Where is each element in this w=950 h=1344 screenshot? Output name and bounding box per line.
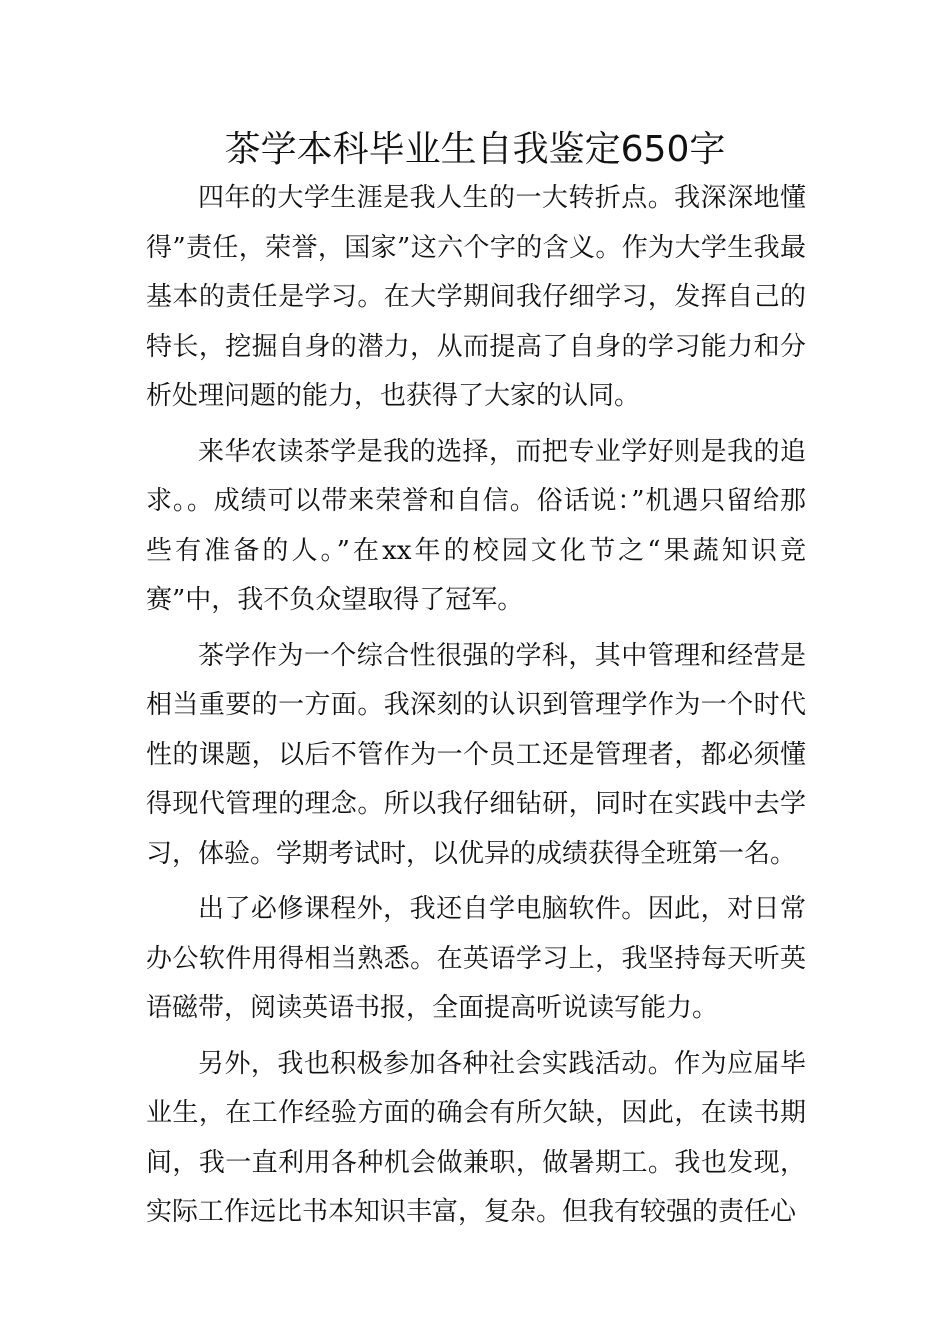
document-body [146, 174, 806, 1244]
document-title: 茶学本科毕业生自我鉴定650字 [224, 129, 726, 170]
paragraph: 另外，我也积极参加各种社会实践活动。作为应届毕业生，在工作经验方面的确会有所欠缺，因此，在读书期间，我一直利用各种机会做兼职，做暑期工。我也发现，实际工作远比书本知识丰富，复杂。但我有较强的责任心 [146, 1048, 806, 1227]
paragraph: 出了必修课程外，我还自学电脑软件。因此，对日常办公软件用得相当熟悉。在英语学习上，我坚持每天听英语磁带，阅读英语书报，全面提高听说读写能力。 [146, 894, 806, 1023]
paragraph: 茶学作为一个综合性很强的学科，其中管理和经营是相当重要的一方面。我深刻的认识到管理学作为一个时代性的课题，以后不管作为一个员工还是管理者，都必须懂得现代管理的理念。所以我仔细钻研，同时在实践中去学习，体验。学期考试时，以优异的成绩获得全班第一名。 [146, 640, 806, 869]
paragraph: 四年的大学生涯是我人生的一大转折点。我深深地懂得”责任，荣誉，国家”这六个字的含义。作为大学生我最基本的责任是学习。在大学期间我仔细学习，发挥自己的特长，挖掘自身的潜力，从而提高了自身的学习能力和分析处理问题的能力，也获得了大家的认同。 [146, 183, 806, 411]
paragraph: 来华农读茶学是我的选择，而把专业学好则是我的追求。。成绩可以带来荣誉和自信。俗话说：”机遇只留给那些有准备的人。”在xx年的校园文化节之“果蔬知识竞赛”中，我不负众望取得了冠军。 [146, 436, 806, 615]
